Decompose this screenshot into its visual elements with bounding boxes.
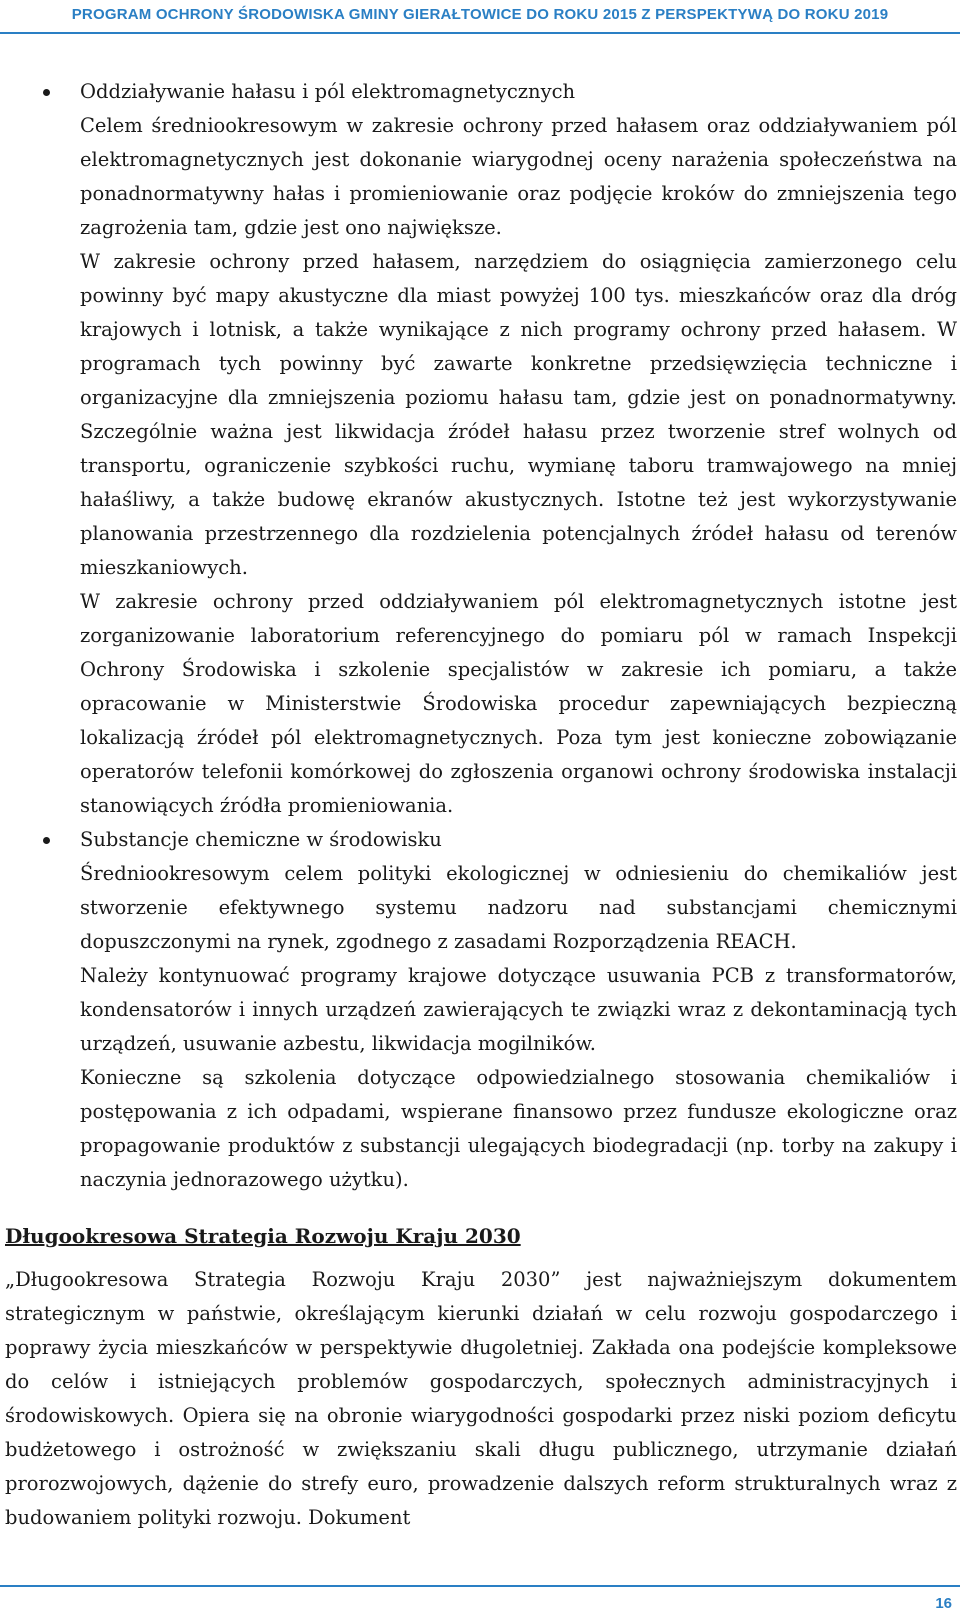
bullet-item-noise — [5, 75, 957, 823]
bullet-title: Oddziaływanie hałasu i pól elektromagnetycznych — [80, 80, 576, 103]
bullet-title: Substancje chemiczne w środowisku — [80, 828, 442, 851]
paragraph: Celem średniookresowym w zakresie ochrony przed hałasem oraz oddziaływaniem pól elektromagnetycznych jest dokonanie wiarygodnej oceny narażenia społeczeństwa na ponadnormatywny hałas i promieniowanie oraz podjęcie kroków do zmniejszenia tego zagrożenia tam, gdzie jest ono największe. — [80, 114, 957, 239]
section-heading: Długookresowa Strategia Rozwoju Kraju 2030 — [5, 1224, 521, 1248]
page-number: 16 — [935, 1595, 952, 1612]
paragraph: Należy kontynuować programy krajowe dotyczące usuwania PCB z transformatorów, kondensatorów i innych urządzeń zawierających te związki wraz z dekontaminacją tych urządzeń, usuwanie azbestu, likwidacja mogilników. — [80, 964, 957, 1055]
header-divider — [0, 32, 960, 34]
paragraph: Średniookresowym celem polityki ekologicznej w odniesieniu do chemikaliów jest stworzenie efektywnego systemu nadzoru nad substancjami chemicznymi dopuszczonymi na rynek, zgodnego z zasadami Rozporządzenia REACH. — [80, 862, 957, 953]
bullet-icon — [43, 837, 50, 844]
document-body — [5, 75, 957, 1535]
footer-divider — [0, 1585, 960, 1587]
paragraph: W zakresie ochrony przed hałasem, narzędziem do osiągnięcia zamierzonego celu powinny być mapy akustyczne dla miast powyżej 100 tys. mieszkańców oraz dla dróg krajowych i lotnisk, a także wynikające z nich programy ochrony przed hałasem. W programach tych powinny być zawarte konkretne przedsięwzięcia techniczne i organizacyjne dla zmniejszenia poziomu hałasu tam, gdzie jest on ponadnormatywny. Szczególnie ważna jest likwidacja źródeł hałasu przez tworzenie stref wolnych od transportu, ograniczenie szybkości ruchu, wymianę taboru tramwajowego na mniej hałaśliwy, a także budowę ekranów akustycznych. Istotne też jest wykorzystywanie planowania przestrzennego dla rozdzielenia potencjalnych źródeł hałasu od terenów mieszkaniowych. — [80, 250, 957, 579]
page-header-title: PROGRAM OCHRONY ŚRODOWISKA GMINY GIERAŁTOWICE DO ROKU 2015 Z PERSPEKTYWĄ DO ROKU 2019 — [71, 6, 889, 23]
section-paragraph: „Długookresowa Strategia Rozwoju Kraju 2030” jest najważniejszym dokumentem strategicznym w państwie, określającym kierunki działań w celu rozwoju gospodarczego i poprawy życia mieszkańców w perspektywie długoletniej. Zakłada ona podejście kompleksowe do celów i istniejących problemów gospodarczych, społecznych administracyjnych i środowiskowych. Opiera się na obronie wiarygodności gospodarki przez niski poziom deficytu budżetowego i ostrożność w zwiększaniu skali długu publicznego, utrzymanie działań prorozwojowych, dążenie do strefy euro, prowadzenie dalszych reform strukturalnych wraz z budowaniem polityki rozwoju. Dokument — [5, 1268, 957, 1529]
paragraph: W zakresie ochrony przed oddziaływaniem pól elektromagnetycznych istotne jest zorganizowanie laboratorium referencyjnego do pomiaru pól w ramach Inspekcji Ochrony Środowiska i szkolenie specjalistów w zakresie ich pomiaru, a także opracowanie w Ministerstwie Środowiska procedur zapewniających bezpieczną lokalizacją źródeł pól elektromagnetycznych. Poza tym jest konieczne zobowiązanie operatorów telefonii komórkowej do zgłoszenia organowi ochrony środowiska instalacji stanowiących źródła promieniowania. — [80, 590, 957, 817]
bullet-icon — [43, 89, 50, 96]
paragraph: Konieczne są szkolenia dotyczące odpowiedzialnego stosowania chemikaliów i postępowania z ich odpadami, wspierane finansowo przez fundusze ekologiczne oraz propagowanie produktów z substancji ulegających biodegradacji (np. torby na zakupy i naczynia jednorazowego użytku). — [80, 1066, 957, 1191]
bullet-item-chemicals — [5, 823, 957, 1197]
